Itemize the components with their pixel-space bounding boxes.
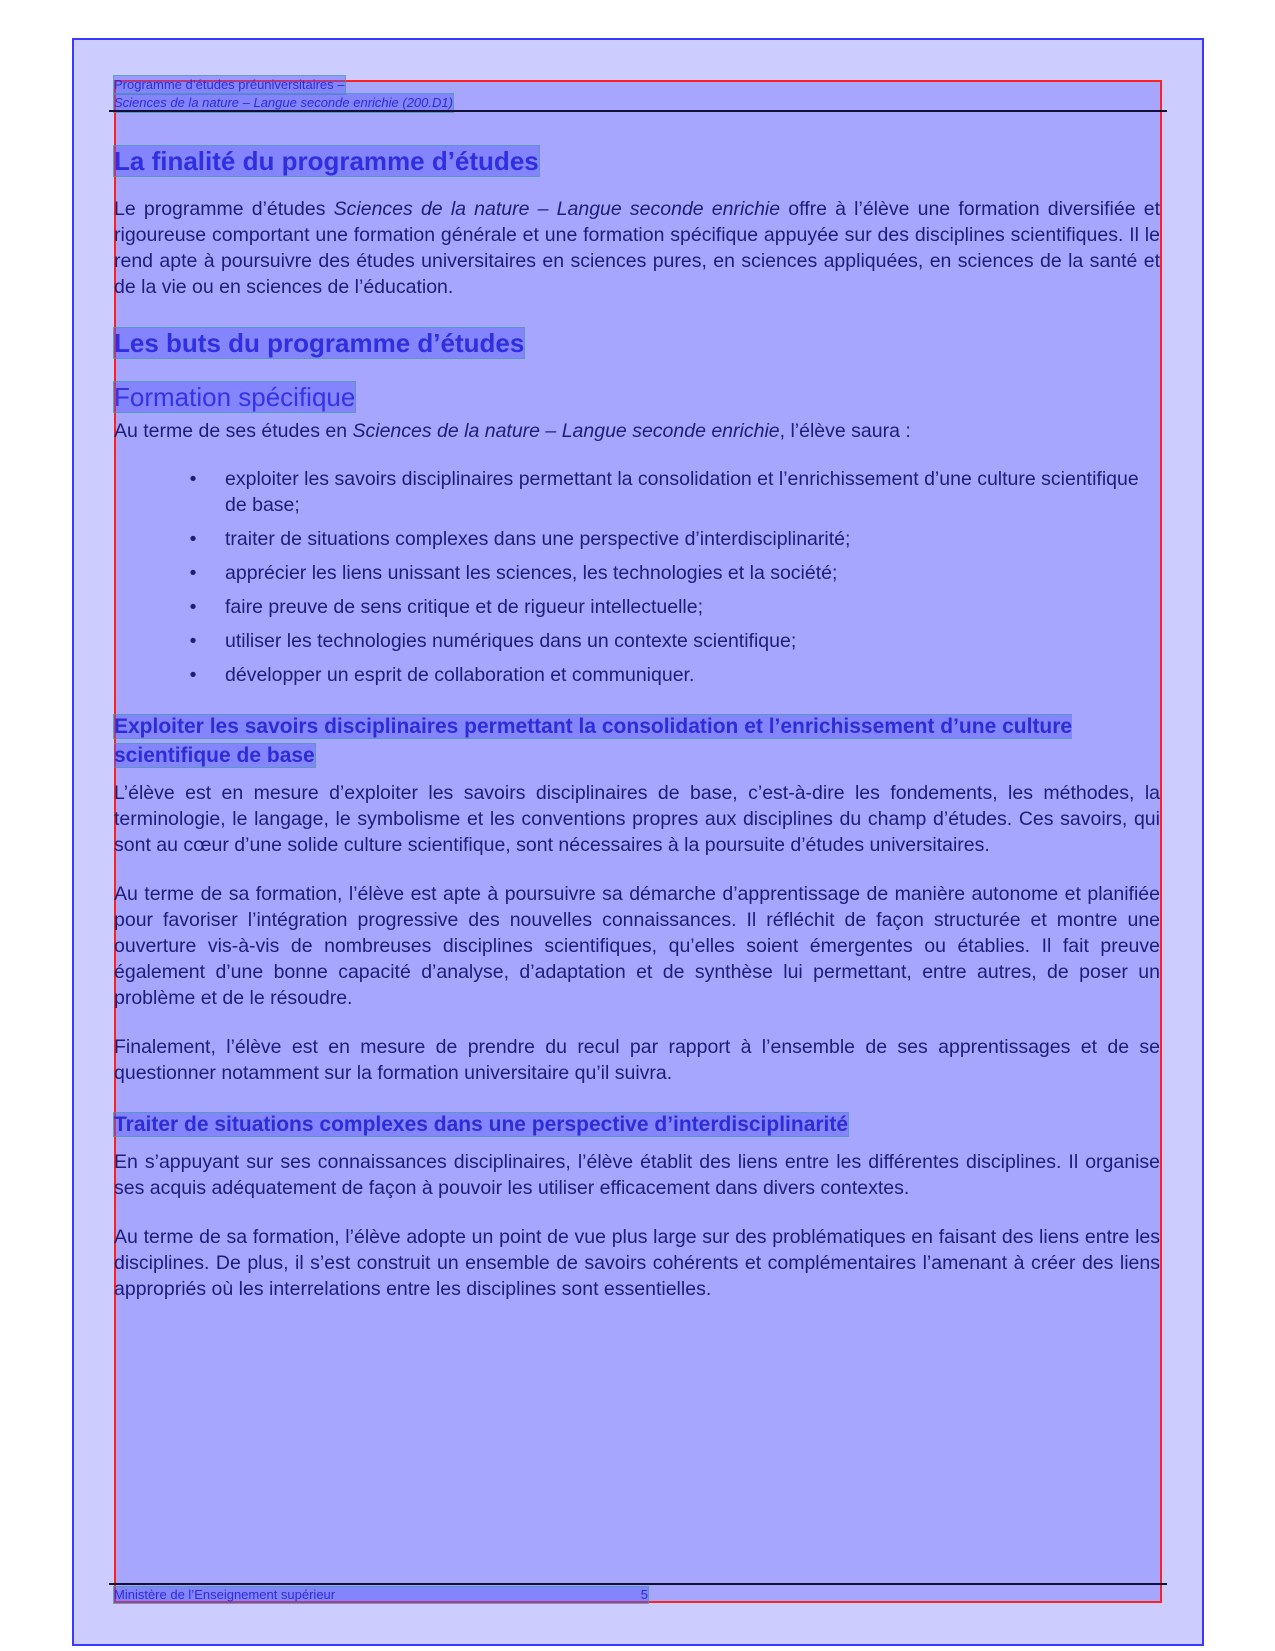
heading-exploiter: Exploiter les savoirs disciplinaires permettant la consolidation et l’enrichissement d’une culture scientifique de base [114, 715, 1073, 767]
list-item: • apprécier les liens unissant les sciences, les technologies et la société; [189, 562, 838, 584]
list-item: • faire preuve de sens critique et de rigueur intellectuelle; [189, 596, 704, 618]
running-header [114, 76, 453, 112]
page-footer [114, 1587, 648, 1603]
list-item: • développer un esprit de collaboration et communiquer. [189, 664, 695, 686]
goals-list [114, 466, 1160, 688]
list-item: • exploiter les savoirs disciplinaires permettant la consolidation et l’enrichissement d’une culture scientifique de base; [189, 468, 1139, 516]
traiter-paragraph-2: Au terme de sa formation, l’élève adopte un point de vue plus large sur des problématiques en faisant des liens entre les disciplines. De plus, il s’est construit un ensemble de savoirs cohérents et complémentaires l’amenant à créer des liens appropriés où les interrelations entre les disciplines sont essentielles. [114, 1226, 1160, 1300]
exploiter-paragraph-3: Finalement, l’élève est en mesure de prendre du recul par rapport à l’ensemble de ses apprentissages et de se questionner notamment sur la formation universitaire qu’il suivra. [114, 1036, 1160, 1084]
traiter-paragraph-1: En s’appuyant sur ses connaissances disciplinaires, l’élève établit des liens entre les différentes disciplines. Il organise ses acquis adéquatement de façon à pouvoir les utiliser efficacement dans divers contextes. [114, 1151, 1160, 1199]
exploiter-paragraph-1: L’élève est en mesure d’exploiter les savoirs disciplinaires de base, c’est-à-dire les fondements, les méthodes, la terminologie, le langage, le symbolisme et les conventions propres aux disciplines du champ d’études. Ces savoirs, qui sont au cœur d’une solide culture scientifique, sont nécessaires à la poursuite d’études universitaires. [114, 782, 1160, 856]
subheading-formation-specifique: Formation spécifique [114, 382, 356, 412]
bullet-icon: • [189, 664, 197, 686]
header-line-2: Sciences de la nature – Langue seconde enrichie (200.D1) [114, 95, 453, 110]
document-body [114, 146, 1161, 1302]
finalite-paragraph: Le programme d’études Sciences de la nature – Langue seconde enrichie offre à l’élève une formation diversifiée et rigoureuse comportant une formation générale et une formation spécifique appuyée sur des disciplines scientifiques. Il le rend apte à poursuivre des études universitaires en sciences pures, en sciences appliquées, en sciences de la santé et de la vie ou en sciences de l’éducation. [114, 198, 1161, 298]
heading-traiter: Traiter de situations complexes dans une perspective d’interdisciplinarité [114, 1113, 849, 1136]
page-number: 5 [640, 1587, 648, 1602]
list-item: • utiliser les technologies numériques dans un contexte scientifique; [189, 630, 797, 652]
header-rule [109, 110, 1167, 112]
heading-buts: Les buts du programme d’études [114, 328, 525, 358]
buts-intro: Au terme de ses études en Sciences de la nature – Langue seconde enrichie, l’élève saura : [114, 420, 911, 442]
footer-ministry: Ministère de l’Enseignement supérieur [114, 1587, 336, 1602]
header-line-1: Programme d’études préuniversitaires – [114, 77, 345, 92]
bullet-icon: • [189, 562, 197, 584]
list-item: • traiter de situations complexes dans une perspective d’interdisciplinarité; [189, 528, 851, 550]
exploiter-paragraph-2: Au terme de sa formation, l’élève est apte à poursuivre sa démarche d’apprentissage de manière autonome et planifiée pour favoriser l’intégration progressive des nouvelles connaissances. Il réfléchit de façon structurée et montre une ouverture vis-à-vis de nombreuses disciplines scientifiques, qu’elles soient émergentes ou établies. Il fait preuve également d’une bonne capacité d’analyse, d’adaptation et de synthèse lui permettant, entre autres, de poser un problème et de le résoudre. [114, 883, 1160, 1009]
bullet-icon: • [189, 528, 197, 550]
bullet-icon: • [189, 596, 197, 618]
bullet-icon: • [189, 468, 197, 490]
heading-finalite: La finalité du programme d’études [114, 146, 539, 176]
bullet-icon: • [189, 630, 197, 652]
footer-rule [109, 1583, 1167, 1585]
